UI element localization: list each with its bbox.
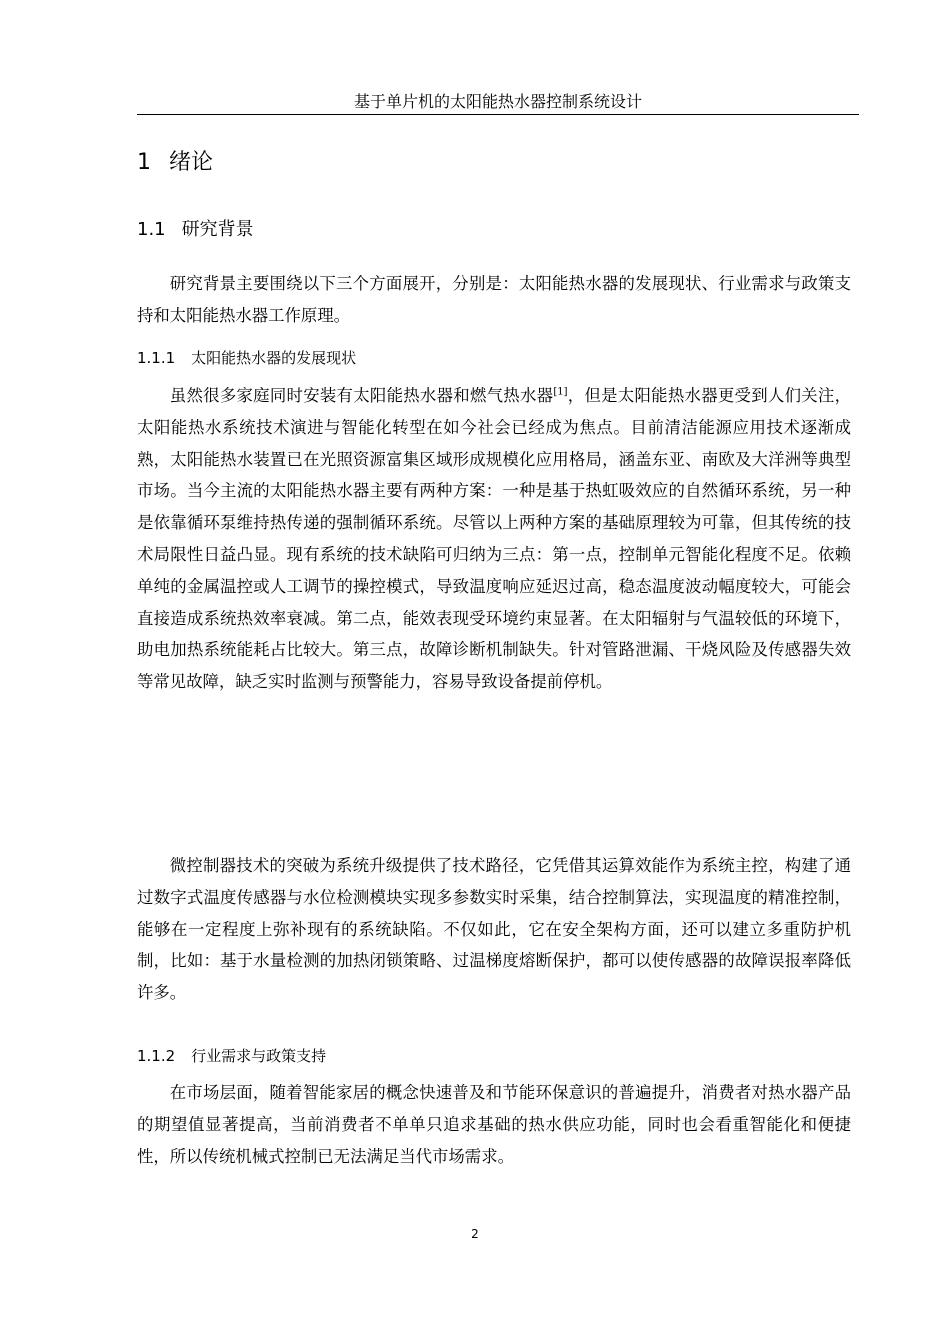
chapter-number: 1: [137, 150, 151, 175]
body-paragraph-3: 在市场层面，随着智能家居的概念快速普及和节能环保意识的普遍提升，消费者对热水器产品的期望值显著提高，当前消费者不单单只追求基础的热水供应功能，同时也会看重智能化和便捷性，所以传统机械式控制已无法满足当代市场需求。: [137, 1083, 851, 1166]
section-intro-paragraph: 研究背景主要围绕以下三个方面展开，分别是：太阳能热水器的发展现状、行业需求与政策支持和太阳能热水器工作原理。: [137, 274, 851, 325]
subsection-title: 太阳能热水器的发展现状: [191, 349, 357, 367]
paragraph-text: ，但是太阳能热水器更受到人们关注，太阳能热水系统技术演进与智能化转型在如今社会已经成为焦点。目前清洁能源应用技术逐渐成熟，太阳能热水装置已在光照资源富集区域形成规模化应用格局，涵盖东亚、南欧及大洋洲等典型市场。当今主流的太阳能热水器主要有两种方案：一种是基于热虹吸效应的自然循环系统，另一种是依靠循环泵维持热传递的强制循环系统。尽管以上两种方案的基础原理较为可靠，但其传统的技术局限性日益凸显。现有系统的技术缺陷可归纳为三点：第一点，控制单元智能化程度不足。依赖单纯的金属温控或人工调节的操控模式，导致温度响应延迟过高，稳态温度波动幅度较大，可能会直接造成系统热效率衰减。第二点，能效表现受环境约束显著。在太阳辐射与气温较低的环境下，助电加热系统能耗占比较大。第三点，故障诊断机制缺失。针对管路泄漏、干烧风险及传感器失效等常见故障，缺乏实时监测与预警能力，容易导致设备提前停机。: [137, 386, 852, 692]
subsection-number: 1.1.1: [137, 349, 176, 367]
running-header: [137, 92, 859, 115]
section-heading: [137, 217, 254, 243]
citation-reference[interactable]: [1]: [553, 386, 568, 398]
chapter-title: 绪论: [169, 150, 214, 175]
paragraph-text: 虽然很多家庭同时安装有太阳能热水器和燃气热水器: [169, 386, 554, 405]
page-number: 2: [471, 1227, 479, 1241]
body-paragraph-2: 微控制器技术的突破为系统升级提供了技术路径，它凭借其运算效能作为系统主控，构建了通过数字式温度传感器与水位检测模块实现多参数实时采集，结合控制算法，实现温度的精准控制，能够在一定程度上弥补现有的系统缺陷。不仅如此，它在安全架构方面，还可以建立多重防护机制，比如：基于水量检测的加热闭锁策略、过温梯度熔断保护，都可以使传感器的故障误报率降低许多。: [137, 856, 851, 1003]
subsection-heading-1: [137, 348, 356, 368]
chapter-heading: [137, 148, 213, 178]
body-paragraph-1: [137, 380, 851, 698]
section-number: 1.1: [137, 219, 166, 240]
subsection-heading-2: [137, 1046, 326, 1066]
running-header-title: 基于单片机的太阳能热水器控制系统设计: [353, 92, 642, 111]
subsection-number: 1.1.2: [137, 1047, 176, 1065]
section-title: 研究背景: [181, 219, 254, 240]
subsection-title: 行业需求与政策支持: [191, 1047, 327, 1065]
